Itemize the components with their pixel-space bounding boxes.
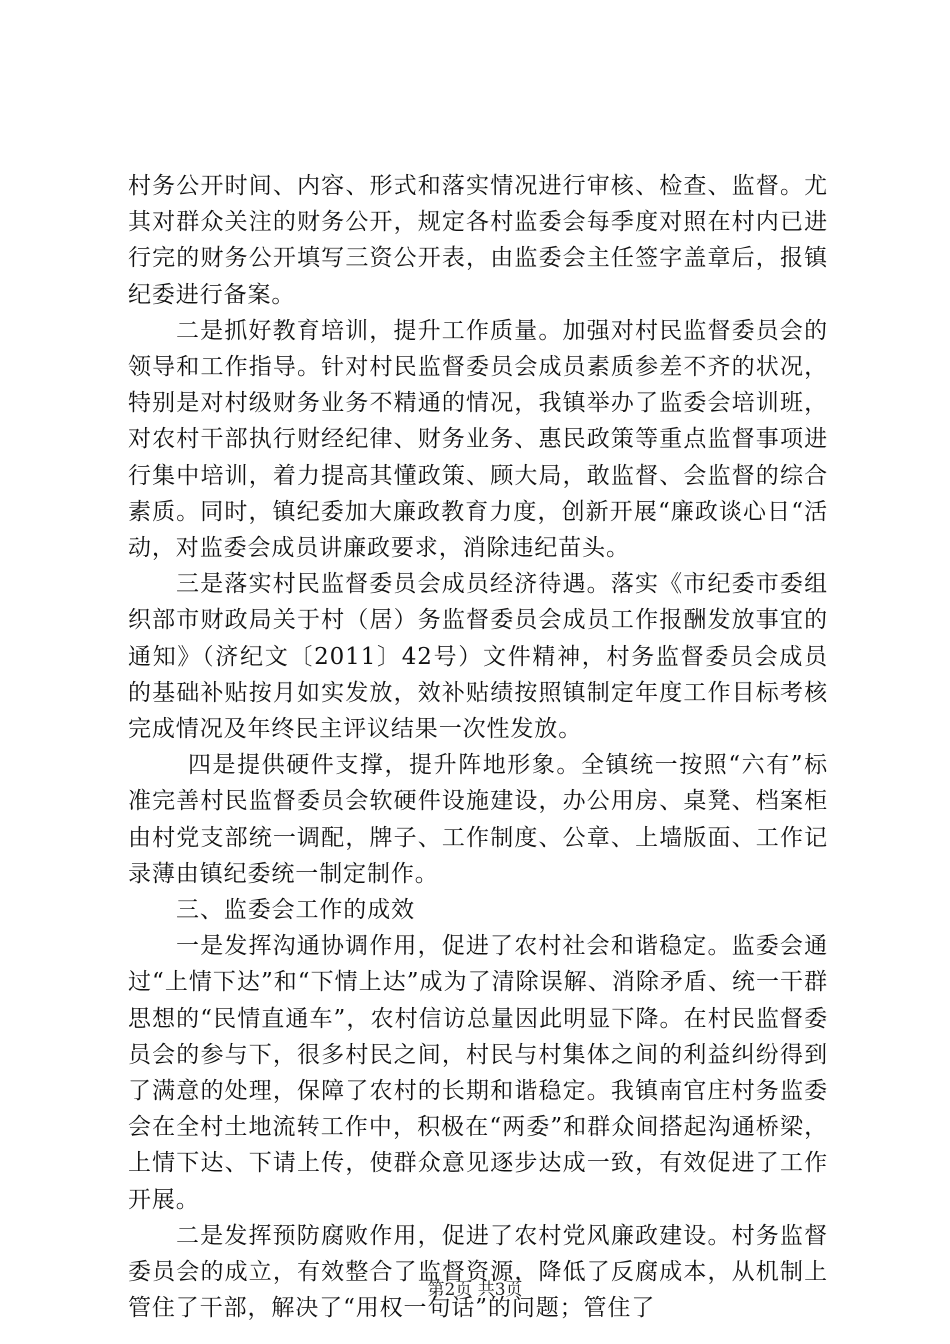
page-number-label: 第2页 共3页 [427, 1280, 523, 1300]
paragraph-communication-role: 一是发挥沟通协调作用，促进了农村社会和谐稳定。监委会通过“上情下达”和“下情上达”成为了清除误解、消除矛盾、统一干群思想的“民情直通车”，农村信访总量因此明显下降。在村民监督委员会的参与下，很多村民之间，村民与村集体之间的利益纠纷得到了满意的处理，保障了农村的长期和谐稳定。我镇南官庄村务监委会在全村土地流转工作中，积极在“两委”和群众间搭起沟通桥梁，上情下达、下请上传，使群众意见逐步达成一致，有效促进了工作开展。 [128, 933, 828, 1213]
paragraph-education-training: 二是抓好教育培训，提升工作质量。加强对村民监督委员会的领导和工作指导。针对村民监督委员会成员素质参差不齐的状况，特别是对村级财务业务不精通的情况，我镇举办了监委会培训班，对农村干部执行财经纪律、财务业务、惠民政策等重点监督事项进行集中培训，着力提高其懂政策、顾大局，敢监督、会监督的综合素质。同时，镇纪委加大廉政教育力度，创新开展“廉政谈心日“活动，对监委会成员讲廉政要求，消除违纪苗头。 [128, 317, 828, 562]
paragraph-hardware-support: 四是提供硬件支撑，提升阵地形象。全镇统一按照“六有”标准完善村民监督委员会软硬件设施建设，办公用房、桌凳、档案柜由村党支部统一调配，牌子、工作制度、公章、上墙版面、工作记录薄由镇纪委统一制定制作。 [128, 752, 828, 887]
section-heading-results: 三、监委会工作的成效 [176, 897, 415, 924]
paragraph-continuation: 村务公开时间、内容、形式和落实情况进行审核、检查、监督。尤其对群众关注的财务公开，规定各村监委会每季度对照在村内已进行完的财务公开填写三资公开表，由监委会主任签字盖章后，报镇纪委进行备案。 [128, 173, 828, 308]
document-body [128, 168, 828, 1327]
paragraph-economic-treatment: 三是落实村民监督委员会成员经济待遇。落实《市纪委市委组织部市财政局关于村（居）务监督委员会成员工作报酬发放事宜的通知》（济纪文〔2011〕42号）文件精神，村务监督委员会成员的基础补贴按月如实发放，效补贴绩按照镇制定年度工作目标考核完成情况及年终民主评议结果一次性发放。 [128, 571, 828, 743]
page-footer [0, 1279, 950, 1301]
paragraph-anti-corruption-role: 二是发挥预防腐败作用，促进了农村党风廉政建设。村务监督委员会的成立，有效整合了监督资源，降低了反腐成本，从机制上管住了干部，解决了“用权一句话”的问题；管住了 [128, 1222, 828, 1322]
